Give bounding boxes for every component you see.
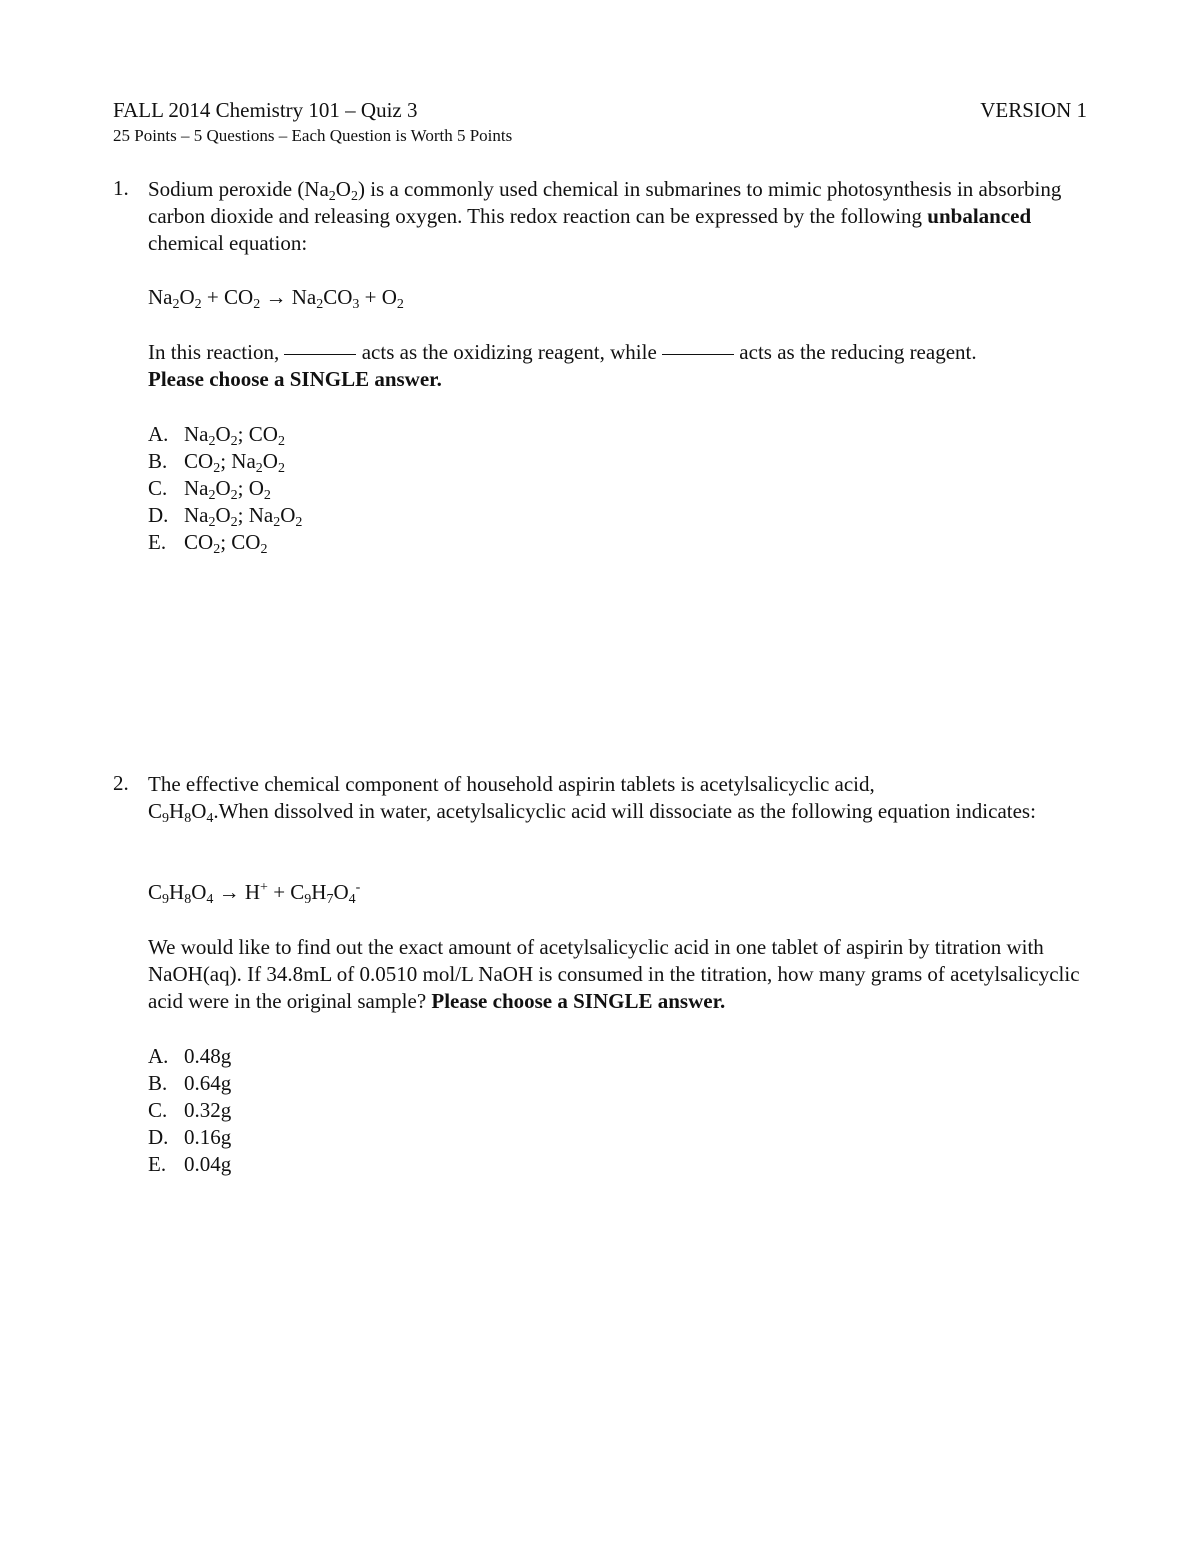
page-header xyxy=(113,98,1087,128)
question-2-instruction: Please choose a SINGLE answer. xyxy=(431,989,726,1013)
question-2-equation: $C_9H_8O_4 \to H^+ + C_9H_7O_4^-$ xyxy=(148,880,361,907)
question-1-prompt: In this reaction, acts as the oxidizing reagent, while acts as the reducing reagent. Please choose a SINGLE answer. xyxy=(148,340,977,391)
quiz-title: FALL 2014 Chemistry 101 – Quiz 3 xyxy=(113,98,418,122)
question-1-number: 1. xyxy=(113,176,129,200)
question-1-text: Sodium peroxide $(Na_2O_2)$ is a commonly used chemical in submarines to mimic photosynthesis in absorbing carbon dioxide and releasing oxygen. This redox reaction can be expressed by the following unbalanced chemical equation: xyxy=(148,177,1062,255)
question-2-text: The effective chemical component of household aspirin tablets is acetylsalicyclic acid, $C_9H_8O_4.When$ dissolved in water, acetylsalicyclic acid will dissociate as the following equation indicates: xyxy=(148,772,1036,826)
question-1-instruction: Please choose a SINGLE answer. xyxy=(148,367,442,391)
quiz-page: FALL 2014 Chemistry 101 – Quiz 3 VERSION 1 25 Points – 5 Questions – Each Question is Worth 5 Points 1. Sodium peroxide $(Na_2O_2)$ is a commonly used chemical in submarines to mimic photosynthesis in absorbing carbon dioxide and releasing oxygen. This redox reaction can be expressed by the following unbalanced chemical equation: $Na_2O_2 + CO_2 \to Na_2CO_3 + O_2$ In this reaction, acts as the oxidizing reagent, while acts as the reducing reagent. Please choose a SINGLE answer. A. $Na_2O_2$; $CO_2$ B. $CO_2$; $Na_2O_2$ C. $Na_2O_2$; $O_2$ D. $Na_2O_2$; $Na_2O_2$ E. $CO_2$; $CO_2$ 2. The effective chemical component of household aspirin tablets is acetylsalicyclic acid, $C_9H_8O_4.When$ dissolved in water, acetylsalicyclic acid will dissociate as the following equation indicates: $C_9H_8O_4 \to H^+ + C_9H_7O_4^-$ We would like to find out the exact amount of acetylsalicyclic acid in one tablet of aspirin by titration with NaOH(aq). If 34.8mL of 0.0510 mol/L NaOH is consumed in the titration, how many grams of acetylsalicyclic acid were in the original sample? Please choose a SINGLE answer. A. 0.48g B. 0.64g C. 0.32g D. 0.16g E. 0.04g xyxy=(0,0,1200,1553)
question-2-number: 2. xyxy=(113,771,129,795)
blank-reducing[interactable] xyxy=(662,354,734,355)
question-1-equation: $Na_2O_2 + CO_2 \to Na_2CO_3 + O_2$ xyxy=(148,285,404,312)
question-2-prompt: We would like to find out the exact amount of acetylsalicyclic acid in one tablet of aspirin by titration with NaOH(aq). If 34.8mL of 0.0510 mol/L NaOH is consumed in the titration, how many grams of acetylsalicyclic acid were in the original sample? Please choose a SINGLE answer. xyxy=(148,935,1080,1013)
version-label: VERSION 1 xyxy=(980,98,1087,122)
points-subtitle: 25 Points – 5 Questions – Each Question is Worth 5 Points xyxy=(113,126,513,145)
blank-oxidizing[interactable] xyxy=(284,354,356,355)
